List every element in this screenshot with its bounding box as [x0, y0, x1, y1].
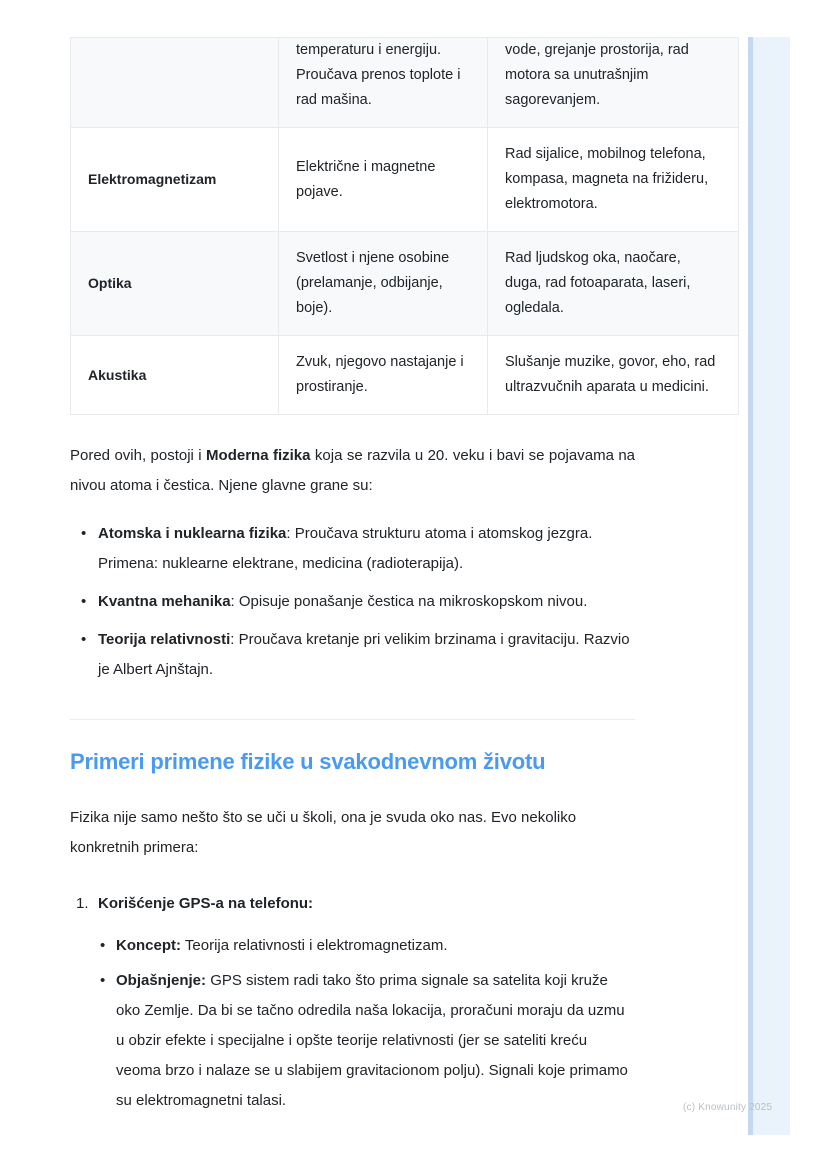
- table-cell-branch-name: Optika: [71, 232, 279, 336]
- table-cell-examples: Rad ljudskog oka, naočare, duga, rad fotoaparata, laseri, ogledala.: [488, 232, 739, 336]
- list-item-marker: 1.: [76, 895, 89, 912]
- list-item-text: Proučava strukturu atoma i atomskog jezgra. Primena: nuklearne elektrane, medicina (radioterapija).: [98, 525, 593, 572]
- list-item-title: Korišćenje GPS-a na telefonu:: [98, 895, 314, 912]
- table-cell-description: Zvuk, njegovo nastajanje i prostiranje.: [279, 336, 488, 415]
- table-cell-description: Svetlost i njene osobine (prelamanje, odbijanje, boje).: [279, 232, 488, 336]
- table-cell-examples: vode, grejanje prostorija, rad motora sa unutrašnjim sagorevanjem.: [488, 38, 739, 128]
- list-item: [98, 966, 635, 1116]
- paragraph-text-pre: Pored ovih, postoji i: [70, 447, 207, 464]
- examples-ordered-list: [70, 889, 635, 1116]
- list-item-term: Koncept:: [116, 937, 181, 954]
- right-accent-band-edge: [748, 37, 753, 1135]
- list-item: [70, 587, 635, 617]
- list-item-separator: :: [230, 631, 239, 648]
- list-item-text: Teorija relativnosti i elektromagnetizam.: [181, 937, 448, 954]
- table-body: [71, 38, 739, 415]
- table-cell-description: Električne i magnetne pojave.: [279, 128, 488, 232]
- table-cell-branch-name: Elektromagnetizam: [71, 128, 279, 232]
- table-row: [71, 336, 739, 415]
- example-detail-list: [98, 931, 635, 1116]
- modern-physics-paragraph: [70, 441, 635, 501]
- paragraph-term-bold: Moderna fizika: [206, 447, 311, 464]
- modern-physics-branch-list: [70, 519, 635, 685]
- list-item-term: Kvantna mehanika: [98, 593, 231, 610]
- list-item-term: Objašnjenje:: [116, 972, 207, 989]
- list-item-term: Atomska i nuklearna fizika: [98, 525, 287, 542]
- table-cell-description: temperaturu i energiju. Proučava prenos toplote i rad mašina.: [279, 38, 488, 128]
- document-page: [70, 37, 716, 1121]
- list-item-text: GPS sistem radi tako što prima signale sa satelita koji kruže oko Zemlje. Da bi se tačno odredila naša lokacija, proračuni moraju da uzmu u obzir efekte i specijalne i opšte teorije relativnosti (jer se sateliti kreću veoma brzo i nalaze se u slabijem gravitacionom polju). Signali koje primamo su elektromagnetni talasi.: [116, 972, 628, 1109]
- section-heading: Primeri primene fizike u svakodnevnom životu: [70, 749, 546, 774]
- table-row: [71, 128, 739, 232]
- list-item-separator: :: [286, 525, 295, 542]
- paragraph-text-post: koja se razvila u 20. veku i bavi se pojavama na nivou atoma i čestica. Njene glavne grane su:: [70, 447, 635, 494]
- right-accent-band: [748, 37, 790, 1135]
- examples-intro-paragraph: Fizika nije samo nešto što se uči u školi, ona je svuda oko nas. Evo nekoliko konkretnih primera:: [70, 809, 577, 856]
- table-cell-branch-name: [71, 38, 279, 128]
- table-row: [71, 38, 739, 128]
- table-cell-branch-name: Akustika: [71, 336, 279, 415]
- list-item: [98, 931, 635, 961]
- table-cell-examples: Rad sijalice, mobilnog telefona, kompasa, magneta na frižideru, elektromotora.: [488, 128, 739, 232]
- table-row: [71, 232, 739, 336]
- list-item-text: Opisuje ponašanje čestica na mikroskopskom nivou.: [238, 593, 588, 610]
- watermark: (c) Knowunity 2025: [683, 1102, 773, 1113]
- list-item: [70, 889, 635, 1116]
- list-item-text: Proučava kretanje pri velikim brzinama i gravitaciju. Razvio je Albert Ajnštajn.: [98, 631, 630, 678]
- physics-branches-table: [70, 37, 739, 415]
- list-item-term: Teorija relativnosti: [98, 631, 231, 648]
- list-item-separator: :: [230, 593, 239, 610]
- list-item: [70, 625, 635, 685]
- section-divider: [70, 719, 635, 720]
- table-cell-examples: Slušanje muzike, govor, eho, rad ultrazvučnih aparata u medicini.: [488, 336, 739, 415]
- list-item: [70, 519, 635, 579]
